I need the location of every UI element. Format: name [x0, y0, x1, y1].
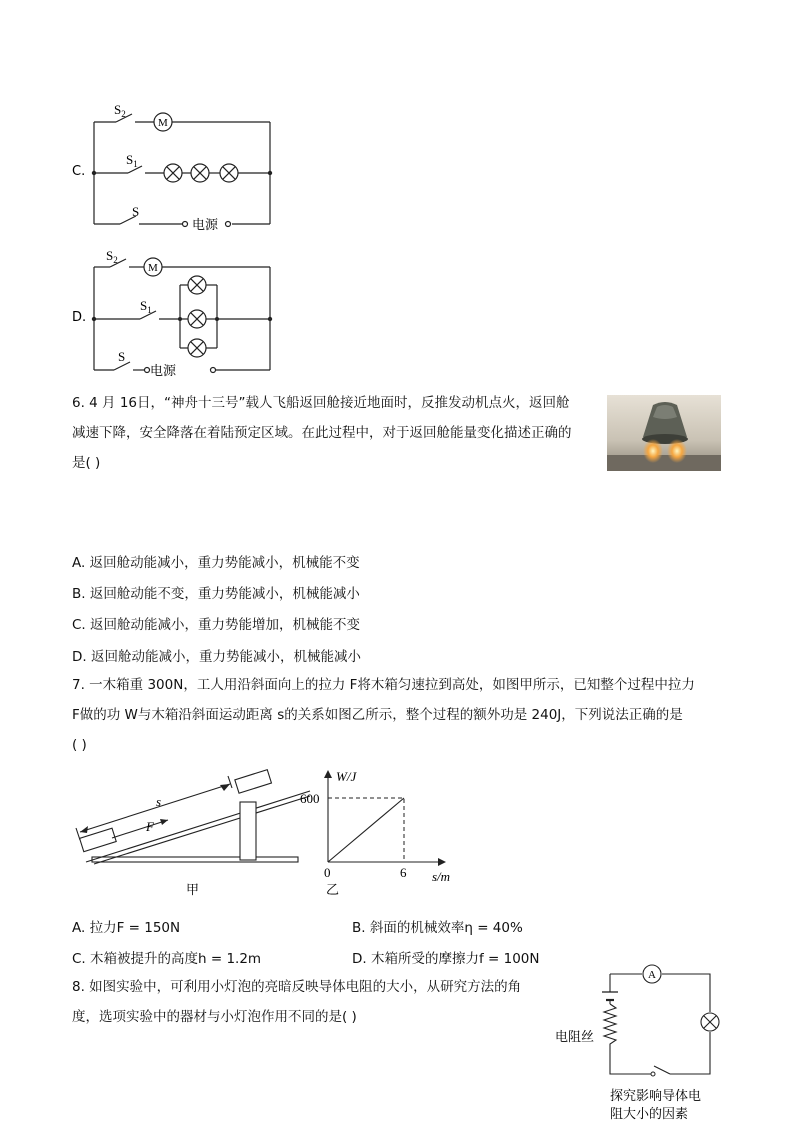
circuit-c-diagram — [70, 98, 290, 238]
question-6-line: 6. 4 月 16日，“神舟十三号”载人飞船返回舱接近地面时，反推发动机点火，返回舱 — [72, 395, 570, 411]
x-tick-6: 6 — [400, 865, 407, 880]
figure-caption-line2: 阻大小的因素 — [610, 1107, 689, 1122]
question-7-line: ( ) — [72, 737, 87, 753]
question-6-line: 减速下降，安全降落在着陆预定区域。在此过程中，对于返回舱能量变化描述正确的 — [72, 425, 572, 441]
switch-s2-label: $S_2$ — [114, 102, 126, 119]
motor-label: M — [148, 262, 158, 274]
power-source-label: 电源 — [150, 364, 177, 379]
distance-s-label: s — [156, 794, 162, 809]
question-7-option-b[interactable]: B. 斜面的机械效率η = 40% — [352, 920, 523, 936]
switch-s1-label: $S_1$ — [126, 152, 138, 169]
question-8-line: 度，选项实验中的器材与小灯泡作用不同的是( ) — [72, 1009, 357, 1025]
question-6-option-c[interactable]: C. 返回舱动能减小，重力势能增加，机械能不变 — [72, 617, 361, 633]
question-6-option-d[interactable]: D. 返回舱动能减小，重力势能减小，机械能减小 — [72, 649, 361, 665]
question-8-stem — [72, 972, 521, 1032]
question-6-option-a[interactable]: A. 返回舱动能减小，重力势能减小，机械能不变 — [72, 555, 360, 571]
switch-s-label: S — [118, 349, 126, 364]
work-distance-graph — [292, 762, 462, 898]
work-series-line — [328, 798, 404, 862]
force-f-label: F — [146, 819, 154, 834]
question-6-stem — [72, 388, 572, 478]
question-6-option-b[interactable]: B. 返回舱动能不变，重力势能减小，机械能减小 — [72, 586, 360, 602]
y-axis-label: W/J — [336, 769, 357, 784]
return-capsule-photo — [607, 395, 721, 471]
incline-figure — [72, 766, 302, 896]
question-8-line: 8. 如图实验中，可利用小灯泡的亮暗反映导体电阻的大小，从研究方法的角 — [72, 979, 522, 995]
resistance-circuit-figure — [552, 962, 732, 1122]
circuit-d-option-label: D. — [72, 310, 87, 325]
power-source-label: 电源 — [192, 218, 219, 233]
question-7-stem — [72, 670, 695, 760]
resistor-wire-label: 电阻丝 — [555, 1030, 595, 1045]
y-tick-600: 600 — [300, 791, 320, 806]
question-7-line: F做的功 W与木箱沿斜面运动距离 s的关系如图乙所示，整个过程的额外功是 240J，下列说法正确的是 — [72, 707, 683, 723]
question-7-option-d[interactable]: D. 木箱所受的摩擦力f = 100N — [352, 951, 540, 967]
origin-label: 0 — [324, 865, 331, 880]
question-7-line: 7. 一木箱重 300N，工人用沿斜面向上的拉力 F将木箱匀速拉到高处，如图甲所示，已知整个过程中拉力 — [72, 677, 695, 693]
circuit-c-option-label: C. — [72, 164, 86, 179]
figure-yi-caption: 乙 — [326, 883, 340, 898]
question-6-line: 是( ) — [72, 455, 101, 471]
circuit-d-diagram — [70, 246, 290, 379]
question-7-option-a[interactable]: A. 拉力F = 150N — [72, 920, 181, 936]
switch-s1-label: $S_1$ — [140, 298, 152, 315]
x-axis-label: s/m — [432, 869, 451, 884]
figure-jia-caption: 甲 — [186, 883, 200, 898]
figure-caption-line1: 探究影响导体电 — [610, 1089, 702, 1104]
switch-s2-label: $S_2$ — [106, 248, 118, 265]
motor-label: M — [158, 117, 168, 129]
question-7-option-c[interactable]: C. 木箱被提升的高度h = 1.2m — [72, 951, 262, 967]
switch-s-label: S — [132, 204, 140, 219]
ammeter-label: A — [648, 969, 656, 981]
